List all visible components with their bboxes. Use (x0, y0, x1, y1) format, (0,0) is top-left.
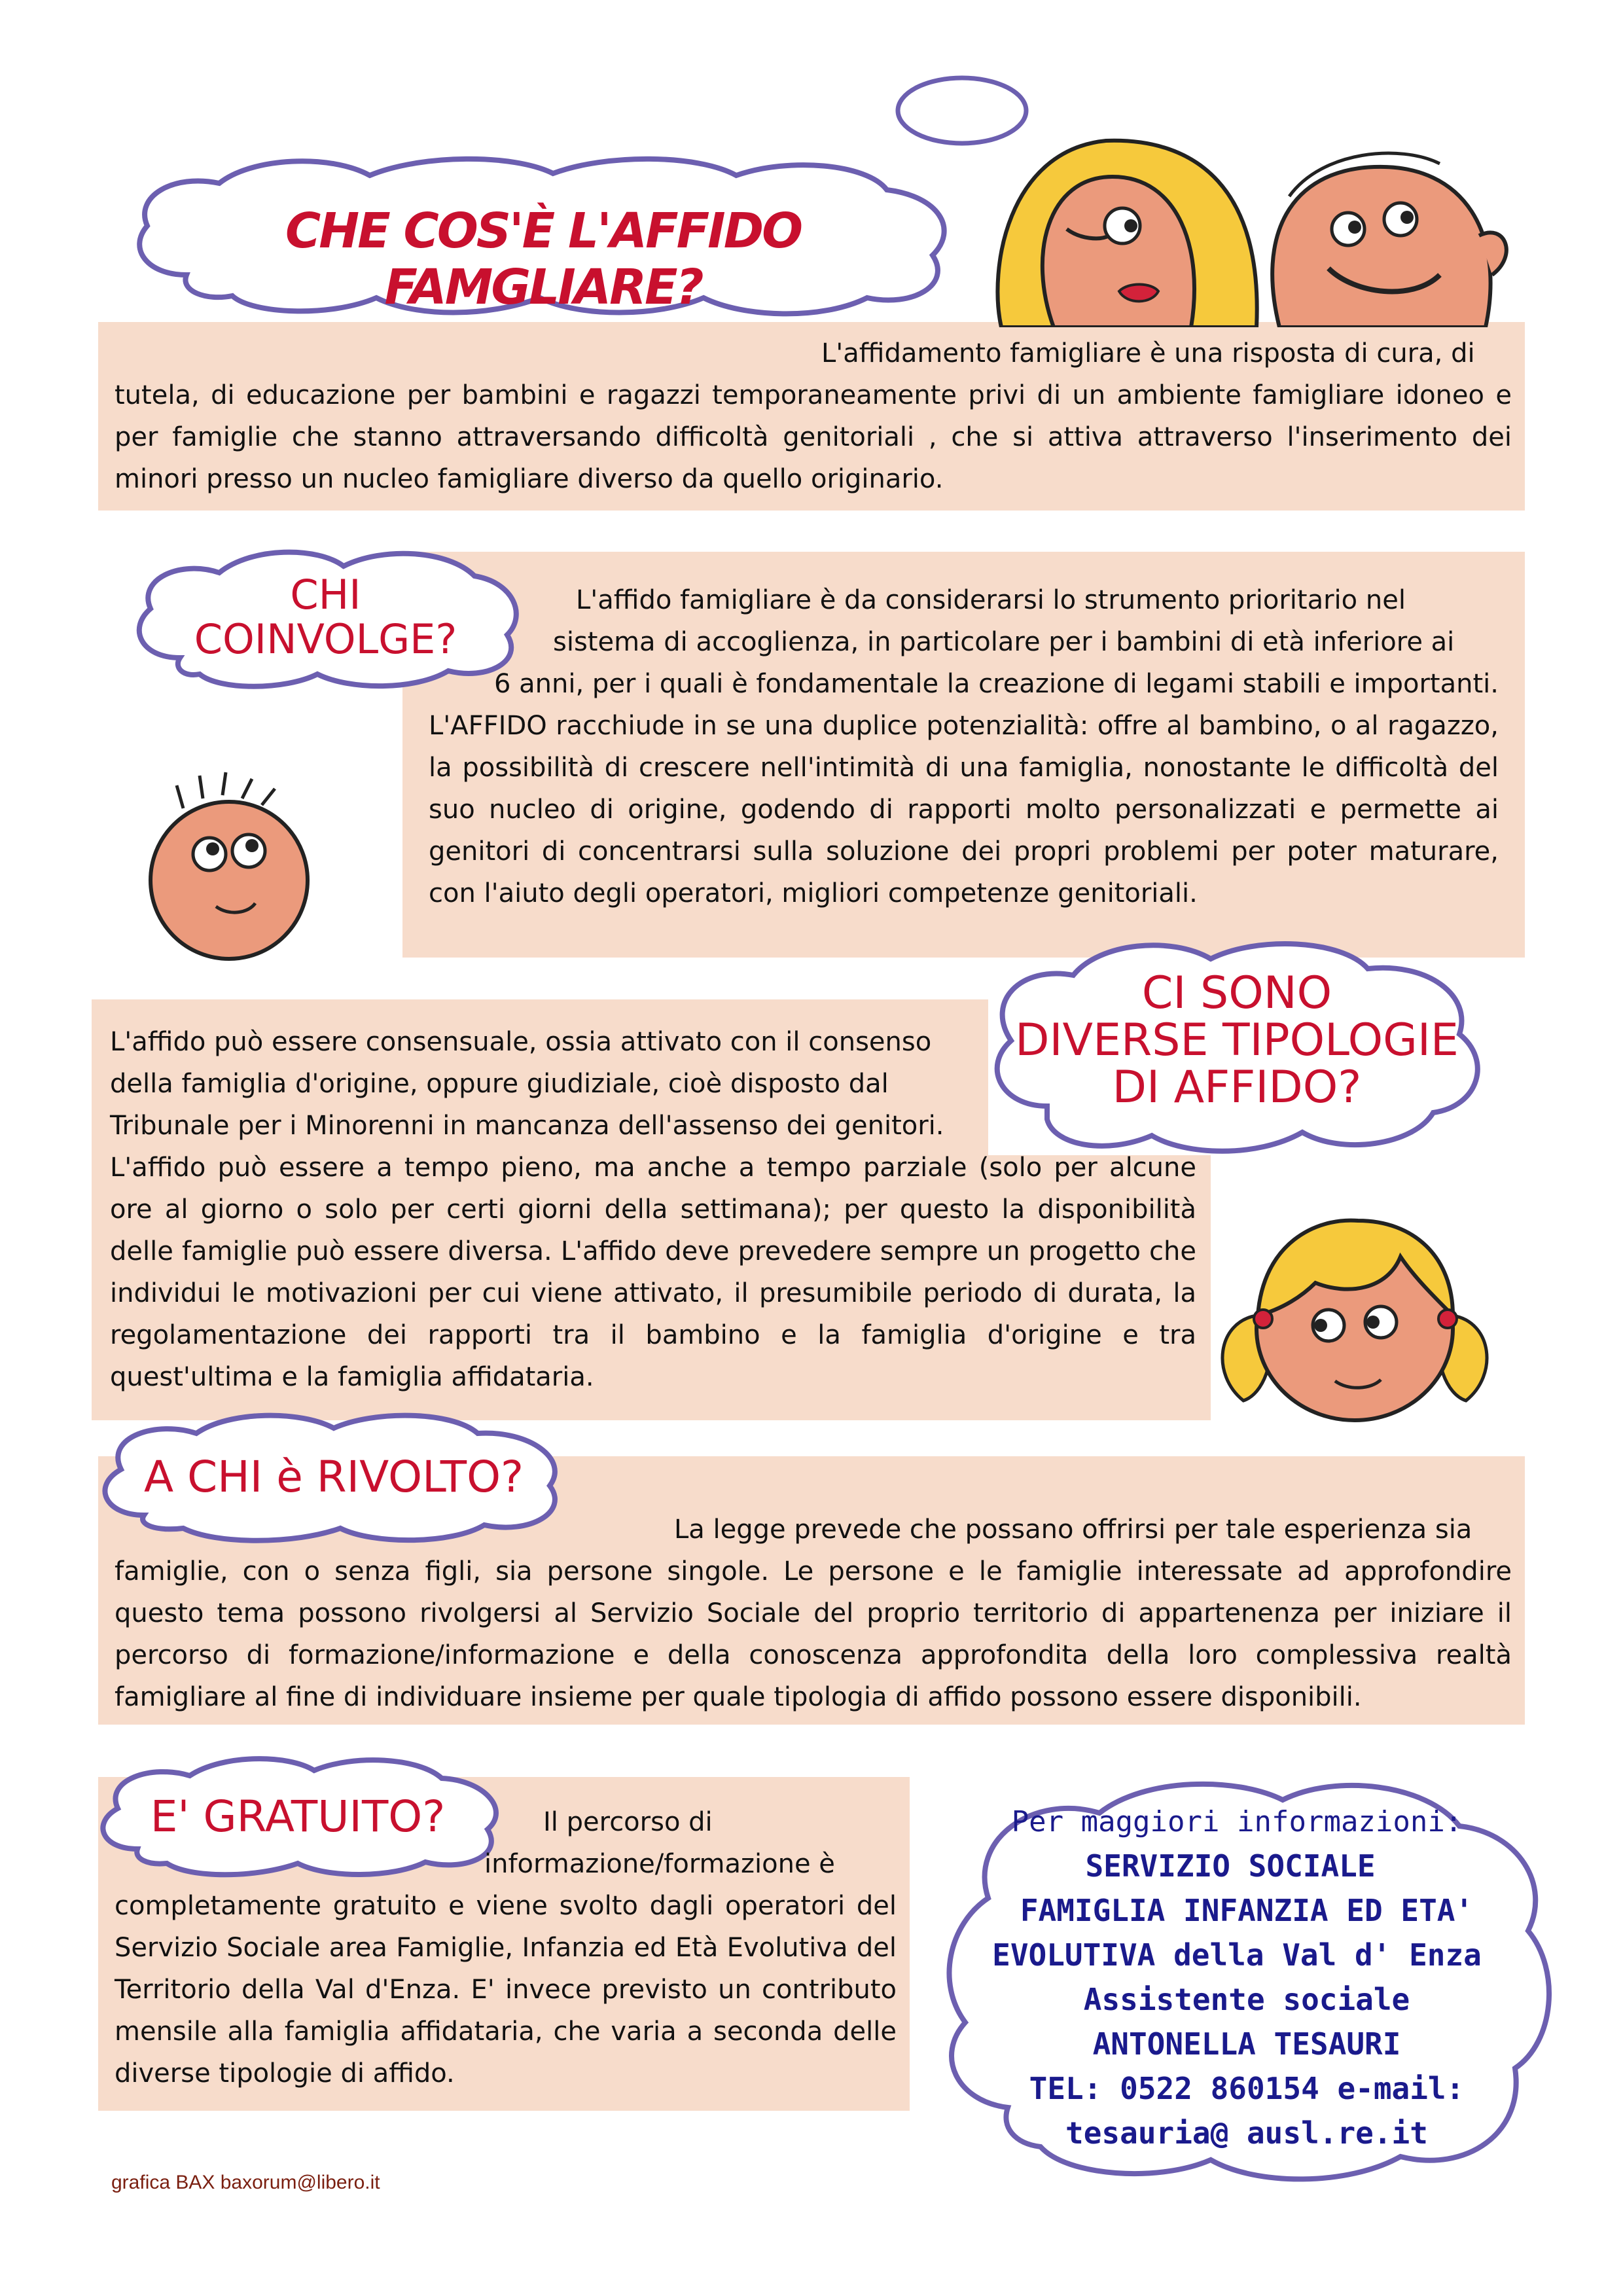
section3-title-cloud (975, 929, 1499, 1165)
adult-faces-illustration (982, 137, 1525, 327)
boy-face-illustration (144, 769, 314, 965)
section4-text: famiglie, con o senza figli, sia persone singole. Le persone e le famiglie interessate ad approfondire questo tema possono rivolgersi al Servizio Sociale del proprio territorio di appartenenza per iniziare il percorso di formazione/informazione e della conoscenza approfondita della loro complessiva realtà famigliare al fine di individuare insieme per quale tipologia di affido possono essere disponibili. (115, 1556, 1512, 1712)
section2-title-line2: COINVOLGE? (194, 615, 457, 663)
contact-cloud (929, 1767, 1564, 2186)
section1-title-cloud (121, 151, 965, 322)
section2-title-cloud (121, 543, 530, 700)
section1-text: tutela, di educazione per bambini e ragazzi temporaneamente privi di un ambiente famigliare idoneo e per famiglie che stanno attraversando difficoltà genitoriali , che si attiva attraverso l'inserimento dei minori presso un nucleo famigliare diverso da quello originario. (115, 380, 1512, 494)
girl-face-illustration (1217, 1204, 1492, 1427)
contact-role: Assistente sociale (1083, 1982, 1410, 2017)
contact-person: ANTONELLA TESAURI (1092, 2026, 1401, 2062)
section2-text-line1: L'affido famigliare è da considerarsi lo strumento prioritario nel (576, 585, 1406, 615)
section1-text-first: L'affidamento famigliare è una risposta di cura, di (821, 338, 1475, 368)
section3-text-top: L'affido può essere consensuale, ossia attivato con il consenso della famiglia d'origine, oppure giudiziale, cioè disposto dal Tribunale per i Minorenni in mancanza dell'assenso dei genitori. (110, 1027, 944, 1141)
section1-title: CHE COS'È L'AFFIDO FAMGLIARE? (285, 203, 802, 315)
section2-text-line3: 6 anni, per i quali è fondamentale la creazione di legami stabili e importanti. (494, 669, 1499, 699)
section3-title-line2: DIVERSE TIPOLOGIE (1015, 1014, 1459, 1066)
section2-text-line2: sistema di accoglienza, in particolare per i bambini di età inferiore ai (553, 627, 1455, 657)
contact-phone: TEL: 0522 860154 e-mail: (1029, 2071, 1465, 2106)
section5-text-line1: Il percorso di (543, 1807, 713, 1837)
section5-title-cloud (85, 1751, 510, 1882)
section3-text: L'affido può essere a tempo pieno, ma anche a tempo parziale (solo per alcune ore al giorno o solo per certi giorni della settimana); per questo la disponibilità delle famiglie può essere diversa. L'affido deve prevedere sempre un progetto che individui le motivazioni per cui viene attivato, il presumibile periodo di durata, la regolamentazione dei rapporti tra il bambino e la famiglia d'origine e tra quest'ultima e la famiglia affidataria. (110, 1153, 1196, 1392)
section2-text: L'AFFIDO racchiude in se una duplice potenzialità: offre al bambino, o al ragazzo, la possibilità di crescere nell'intimità di una famiglia, nonostante le difficoltà del suo nucleo di origine, godendo di rapporti molto personalizzati e permette ai genitori di concentrarsi sulla soluzione dei propri problemi per poter maturare, con l'aiuto degli operatori, migliori competenze genitoriali. (429, 711, 1499, 908)
section4-text-first: La legge prevede che possano offrirsi per tale esperienza sia (674, 1515, 1472, 1545)
contact-email[interactable]: tesauria@ ausl.re.it (1065, 2115, 1428, 2151)
section2-title-line1: CHI (290, 571, 361, 619)
section4-title: A CHI è RIVOLTO? (143, 1452, 524, 1502)
contact-area: FAMIGLIA INFANZIA ED ETA' (1020, 1893, 1474, 1928)
contact-intro: Per maggiori informazioni: (1011, 1805, 1463, 1839)
section3-title-line3: DI AFFIDO? (1112, 1062, 1362, 1113)
section4-title-cloud (85, 1407, 582, 1548)
contact-service: SERVIZIO SOCIALE (1085, 1848, 1376, 1884)
section5-text: completamente gratuito e viene svolto dagli operatori del Servizio Sociale area Famiglie, Infanzia ed Età Evolutiva del Territorio della Val d'Enza. E' invece previsto un contributo mensile alla famiglia affidataria, che varia a seconda delle diverse tipologie di affido. (115, 1891, 897, 2089)
contact-area-2: EVOLUTIVA della Val d' Enza (992, 1937, 1482, 1973)
graphic-credit: grafica BAX baxorum@libero.it (111, 2172, 380, 2193)
section5-title: E' GRATUITO? (150, 1791, 446, 1842)
section3-title-line1: CI SONO (1141, 967, 1332, 1019)
section5-text-line2: informazione/formazione è (484, 1849, 835, 1879)
